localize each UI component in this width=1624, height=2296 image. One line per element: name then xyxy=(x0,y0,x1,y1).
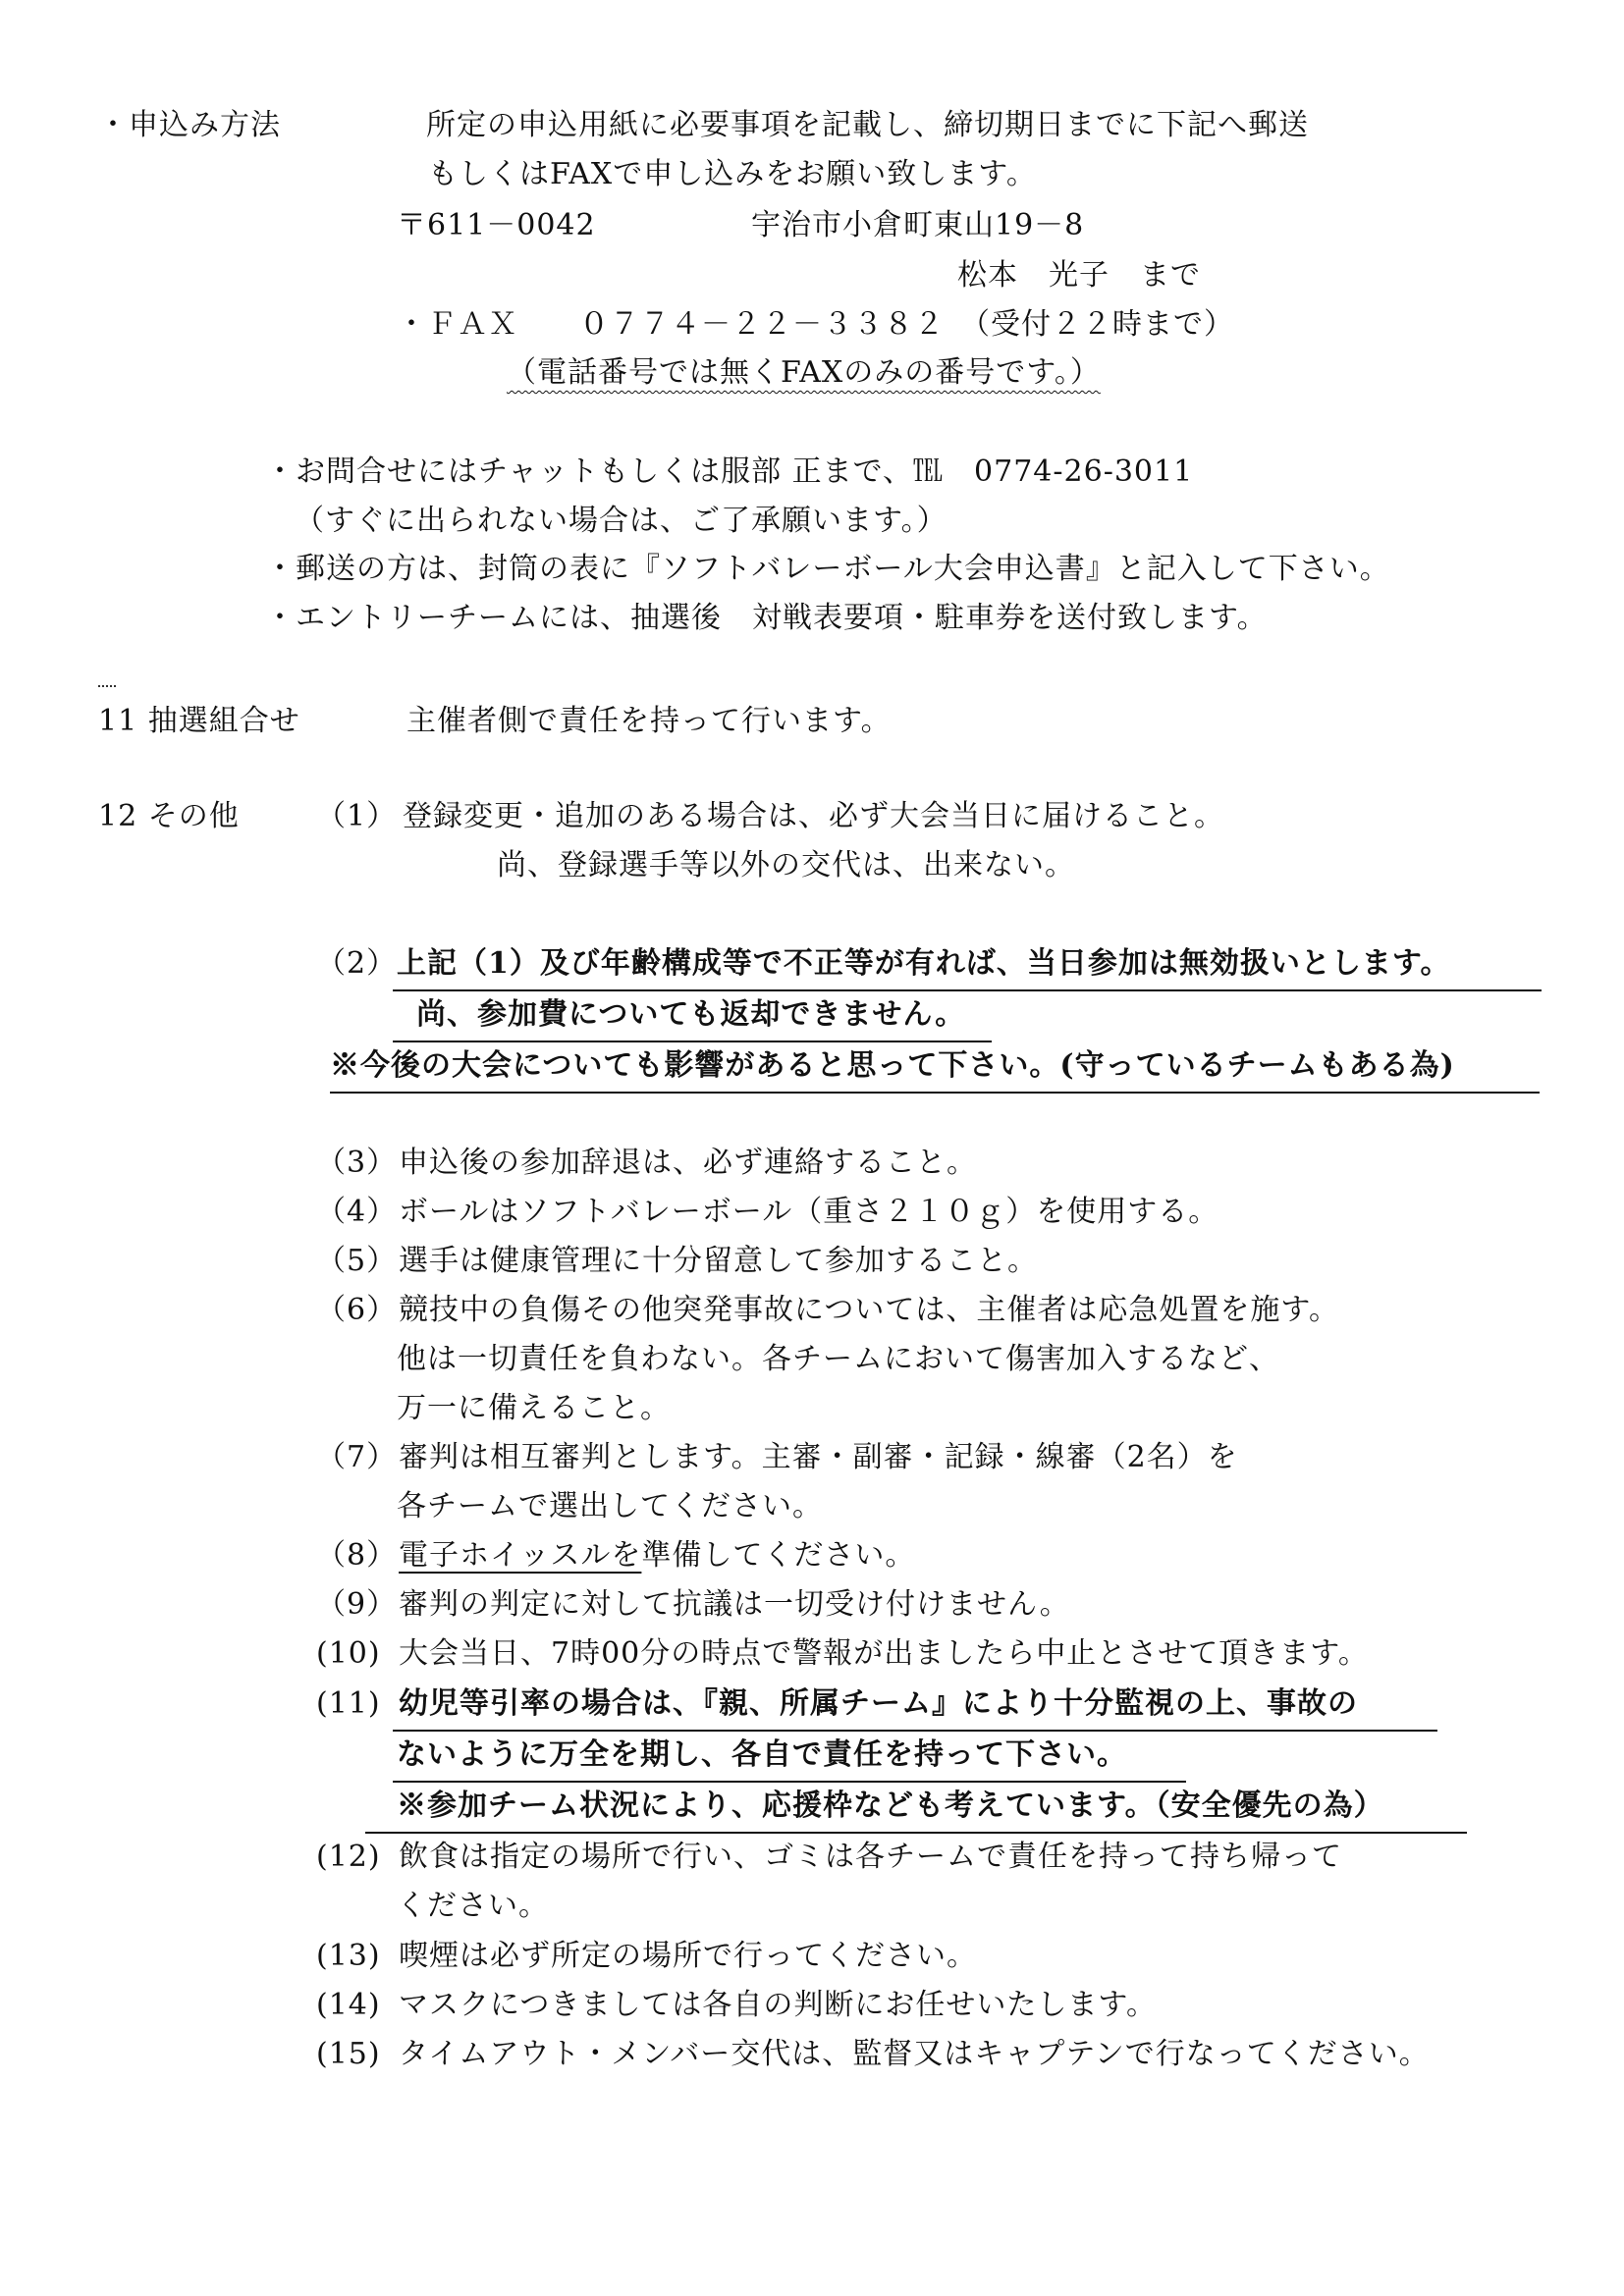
item-8-underlined: 電子ホイッスルを xyxy=(399,1538,642,1573)
item-11-line2: ないように万全を期し、各自で責任を持って下さい。 xyxy=(397,1737,1127,1772)
item-8-number: （8） xyxy=(316,1538,398,1573)
item-2-line1-underline xyxy=(393,989,1542,991)
item-15-number: (15) xyxy=(316,2037,381,2071)
decorative-mark xyxy=(98,685,116,690)
item-7-line2: 各チームで選出してください。 xyxy=(397,1489,823,1523)
apply-method-line2: もしくはFAXで申し込みをお願い致します。 xyxy=(428,157,1037,191)
item-12-number: (12) xyxy=(316,1840,381,1874)
item-7-number: （7） xyxy=(316,1440,398,1474)
fax-note: （電話番号では無くFAXのみの番号です。） xyxy=(507,355,1101,390)
item-4-number: （4） xyxy=(316,1195,398,1229)
item-7-line1: 審判は相互審判とします。主審・副審・記録・線審（2名）を xyxy=(399,1440,1238,1474)
item-5-text: 選手は健康管理に十分留意して参加すること。 xyxy=(399,1244,1038,1278)
item-2-line1: 上記（1）及び年齢構成等で不正等が有れば、当日参加は無効扱いとします。 xyxy=(397,946,1451,981)
item-2-line2-underline xyxy=(393,1041,992,1042)
item-8-text xyxy=(399,1535,915,1576)
inquiry-contact: ・お問合せにはチャットもしくは服部 正まで、℡ 0774-26-3011 xyxy=(265,454,1194,489)
item-11-line3: ※参加チーム状況により、応援枠なども考えています。（安全優先の為） xyxy=(397,1789,1384,1823)
item-1-line1: 登録変更・追加のある場合は、必ず大会当日に届けること。 xyxy=(403,799,1224,833)
item-6-number: （6） xyxy=(316,1293,398,1327)
item-14-number: (14) xyxy=(316,1988,381,2022)
item-1-number: （1） xyxy=(316,799,398,833)
item-1-line2: 尚、登録選手等以外の交代は、出来ない。 xyxy=(497,848,1075,882)
item-5-number: （5） xyxy=(316,1244,398,1278)
mail-instruction: ・郵送の方は、封筒の表に『ソフトバレーボール大会申込書』と記入して下さい。 xyxy=(265,552,1390,586)
item-6-line2: 他は一切責任を負わない。各チームにおいて傷害加入するなど、 xyxy=(397,1342,1279,1376)
recipient-name: 松本 光子 まで xyxy=(957,258,1201,293)
apply-method-line1: 所定の申込用紙に必要事項を記載し、締切期日までに下記へ郵送 xyxy=(426,108,1309,142)
item-10-text: 大会当日、7時00分の時点で警報が出ましたら中止とさせて頂きます。 xyxy=(399,1636,1369,1671)
item-13-number: (13) xyxy=(316,1939,381,1973)
item-3-text: 申込後の参加辞退は、必ず連絡すること。 xyxy=(399,1146,977,1180)
item-2-number: （2） xyxy=(316,946,398,981)
item-3-number: （3） xyxy=(316,1146,398,1180)
item-8-rest: 準備してください。 xyxy=(641,1538,916,1573)
item-14-text: マスクにつきましては各自の判断にお任せいたします。 xyxy=(399,1988,1157,2022)
item-11-line3-underline xyxy=(365,1832,1467,1834)
item-13-text: 喫煙は必ず所定の場所で行ってください。 xyxy=(399,1939,977,1973)
item-10-number: (10) xyxy=(316,1636,381,1671)
section-12-label: 12 その他 xyxy=(98,799,240,833)
apply-method-label: ・申込み方法 xyxy=(98,108,281,142)
item-6-line1: 競技中の負傷その他突発事故については、主催者は応急処置を施す。 xyxy=(399,1293,1339,1327)
item-11-number: (11) xyxy=(316,1686,381,1721)
entry-team-note: ・エントリーチームには、抽選後 対戦表要項・駐車券を送付致します。 xyxy=(265,601,1268,635)
item-11-line2-underline xyxy=(393,1781,1186,1783)
item-11-line1: 幼児等引率の場合は、『親、所属チーム』により十分監視の上、事故の xyxy=(399,1686,1358,1721)
item-12-line1: 飲食は指定の場所で行い、ゴミは各チームで責任を持って持ち帰って xyxy=(399,1840,1342,1874)
item-2-line3: ※今後の大会についても影響があると思って下さい。(守っているチームもある為) xyxy=(330,1048,1455,1083)
item-2-line3-underline xyxy=(330,1092,1540,1094)
section-11-text: 主催者側で責任を持って行います。 xyxy=(406,704,892,738)
item-9-text: 審判の判定に対して抗議は一切受け付けません。 xyxy=(399,1587,1070,1622)
postal-code: 〒611－0042 xyxy=(397,208,596,242)
item-2-line2: 尚、参加費についても返却できません。 xyxy=(416,997,966,1032)
item-12-line2: ください。 xyxy=(397,1889,549,1923)
item-15-text: タイムアウト・メンバー交代は、監督又はキャプテンで行なってください。 xyxy=(399,2037,1430,2071)
section-11-label: 11 抽選組合せ xyxy=(98,704,300,738)
mailing-address: 宇治市小倉町東山19－8 xyxy=(751,208,1085,242)
item-11-line1-underline xyxy=(393,1730,1437,1732)
item-4-text: ボールはソフトバレーボール（重さ２１０ｇ）を使用する。 xyxy=(399,1195,1219,1229)
item-9-number: （9） xyxy=(316,1587,398,1622)
item-6-line3: 万一に備えること。 xyxy=(397,1391,671,1425)
inquiry-note: （すぐに出られない場合は、ご了承願います。） xyxy=(295,504,947,538)
fax-number: ・ＦＡＸ ０７７４－２２－３３８２ （受付２２時まで） xyxy=(397,307,1234,342)
